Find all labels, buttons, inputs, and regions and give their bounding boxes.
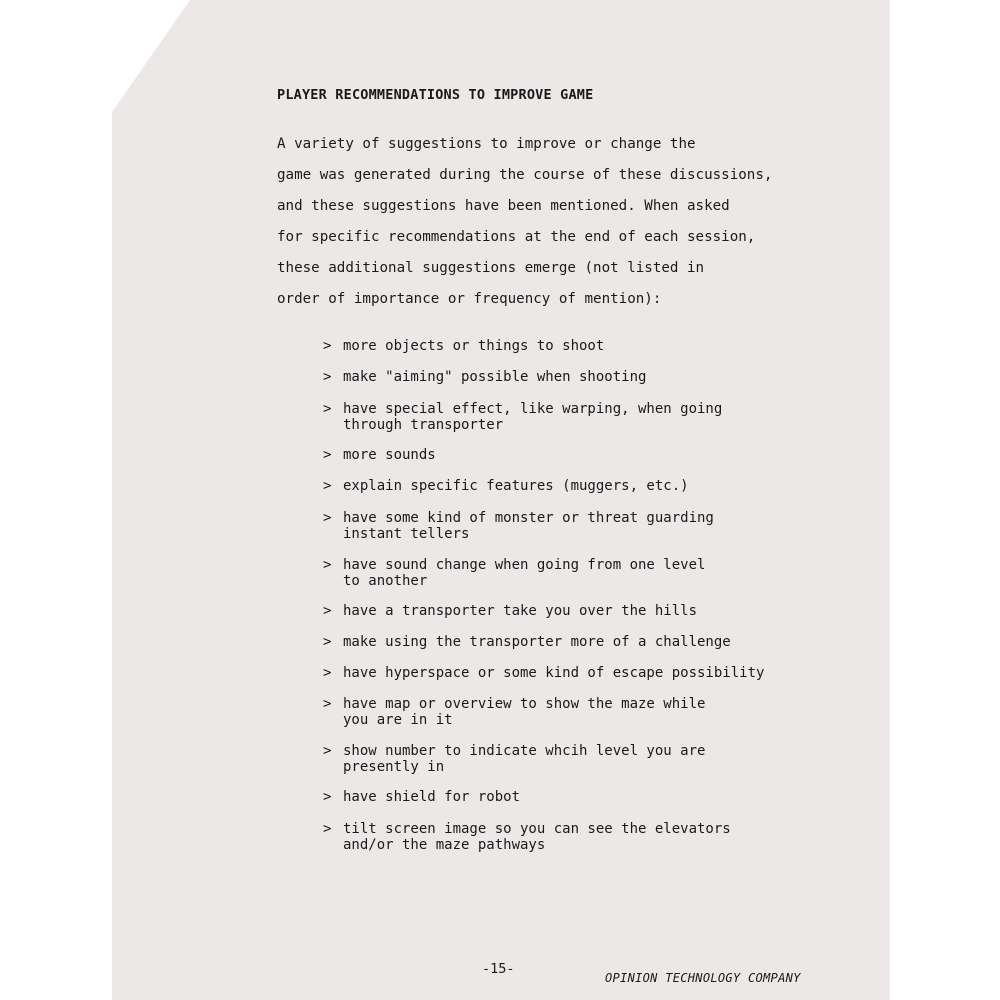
- list-item-text: [343, 744, 705, 775]
- company-name: OPINION TECHNOLOGY COMPANY: [605, 971, 801, 985]
- bullet-marker: >: [323, 447, 332, 463]
- page-number: -15-: [482, 961, 515, 977]
- list-item-line: have hyperspace or some kind of escape possibility: [343, 665, 765, 681]
- list-item-line: instant tellers: [343, 525, 470, 542]
- list-item-line: to another: [343, 572, 428, 589]
- list-item-text: [343, 402, 722, 433]
- intro-line: these additional suggestions emerge (not listed in: [277, 260, 705, 276]
- intro-line: order of importance or frequency of mention):: [277, 291, 662, 307]
- intro-line: and these suggestions have been mentioned. When asked: [277, 198, 730, 214]
- list-item-text: [343, 558, 705, 589]
- bullet-marker: >: [323, 743, 332, 759]
- bullet-marker: >: [323, 696, 332, 712]
- list-item: [323, 635, 731, 651]
- bullet-marker: >: [323, 369, 332, 385]
- page-title: PLAYER RECOMMENDATIONS TO IMPROVE GAME: [277, 87, 594, 103]
- list-item-line: and/or the maze pathways: [343, 836, 546, 853]
- list-item-line: explain specific features (muggers, etc.): [343, 478, 689, 494]
- list-item-line: have a transporter take you over the hills: [343, 603, 698, 619]
- bullet-marker: >: [323, 665, 332, 681]
- list-item-text: [343, 635, 731, 651]
- intro-line: game was generated during the course of these discussions,: [277, 167, 773, 183]
- intro-line: for specific recommendations at the end of each session,: [277, 229, 756, 245]
- list-item-line: have special effect, like warping, when going: [343, 401, 723, 417]
- list-item-line: through transporter: [343, 416, 504, 433]
- list-item-line: you are in it: [343, 711, 453, 728]
- list-item: [323, 666, 764, 682]
- list-item-line: make "aiming" possible when shooting: [343, 369, 647, 385]
- list-item: [323, 697, 705, 728]
- bullet-marker: >: [323, 603, 332, 619]
- list-item: [323, 790, 520, 806]
- list-item: [323, 558, 705, 589]
- list-item-text: [343, 822, 731, 853]
- bullet-marker: >: [323, 338, 332, 354]
- intro-line: A variety of suggestions to improve or change the: [277, 136, 696, 152]
- bullet-marker: >: [323, 557, 332, 573]
- list-item: [323, 604, 697, 620]
- list-item-line: show number to indicate whcih level you are: [343, 743, 706, 759]
- list-item: [323, 479, 689, 495]
- list-item: [323, 448, 436, 464]
- list-item-text: [343, 666, 764, 682]
- list-item-line: more objects or things to shoot: [343, 338, 605, 354]
- list-item-text: [343, 604, 697, 620]
- list-item: [323, 511, 714, 542]
- list-item-line: have some kind of monster or threat guarding: [343, 510, 714, 526]
- list-item-text: [343, 790, 520, 806]
- bullet-marker: >: [323, 634, 332, 650]
- list-item-line: have sound change when going from one level: [343, 557, 706, 573]
- list-item-text: [343, 697, 705, 728]
- list-item-line: more sounds: [343, 447, 436, 463]
- list-item-line: tilt screen image so you can see the elevators: [343, 821, 731, 837]
- bullet-marker: >: [323, 401, 332, 417]
- list-item: [323, 402, 722, 433]
- list-item-line: presently in: [343, 758, 445, 775]
- bullet-marker: >: [323, 789, 332, 805]
- list-item-text: [343, 370, 646, 386]
- list-item-text: [343, 479, 689, 495]
- list-item: [323, 339, 604, 355]
- bullet-marker: >: [323, 821, 332, 837]
- list-item-text: [343, 339, 604, 355]
- list-item: [323, 370, 646, 386]
- list-item-line: have map or overview to show the maze while: [343, 696, 706, 712]
- list-item: [323, 822, 731, 853]
- list-item-line: make using the transporter more of a challenge: [343, 634, 731, 650]
- list-item-line: have shield for robot: [343, 789, 521, 805]
- list-item: [323, 744, 705, 775]
- list-item-text: [343, 448, 436, 464]
- list-item-text: [343, 511, 714, 542]
- bullet-marker: >: [323, 478, 332, 494]
- bullet-marker: >: [323, 510, 332, 526]
